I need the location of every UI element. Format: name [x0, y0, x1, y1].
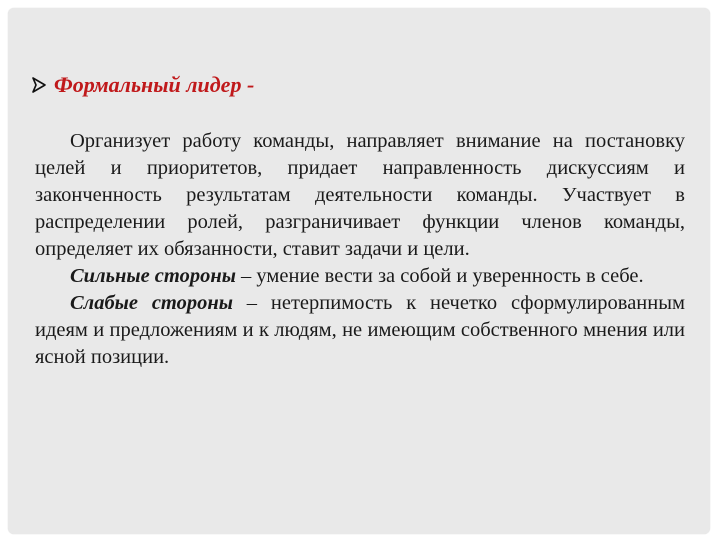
heading-text: Формальный лидер - — [54, 72, 255, 97]
description-paragraph: Организует работу команды, направляет внимание на постановку целей и приоритетов, придает направленность дискуссиям и законченность результатам деятельности команды. Участвует в распределении ролей, разграничивает функции членов команды, определяет их обязанности, ставит задачи и цели. — [35, 130, 685, 260]
weaknesses-label: Слабые стороны — [70, 292, 233, 314]
slide-heading — [32, 72, 254, 98]
weaknesses-paragraph — [35, 290, 685, 371]
slide — [8, 8, 710, 534]
arrow-bullet-icon — [32, 73, 46, 89]
strengths-paragraph — [35, 263, 685, 290]
weaknesses-text: – нетерпимость к нечетко сформулированным идеям и предложениям и к людям, не имеющим собственного мнения или ясной позиции. — [35, 292, 685, 368]
slide-body — [35, 128, 685, 371]
strengths-text: – умение вести за собой и уверенность в себе. — [235, 265, 644, 287]
strengths-label: Сильные стороны — [70, 265, 236, 287]
